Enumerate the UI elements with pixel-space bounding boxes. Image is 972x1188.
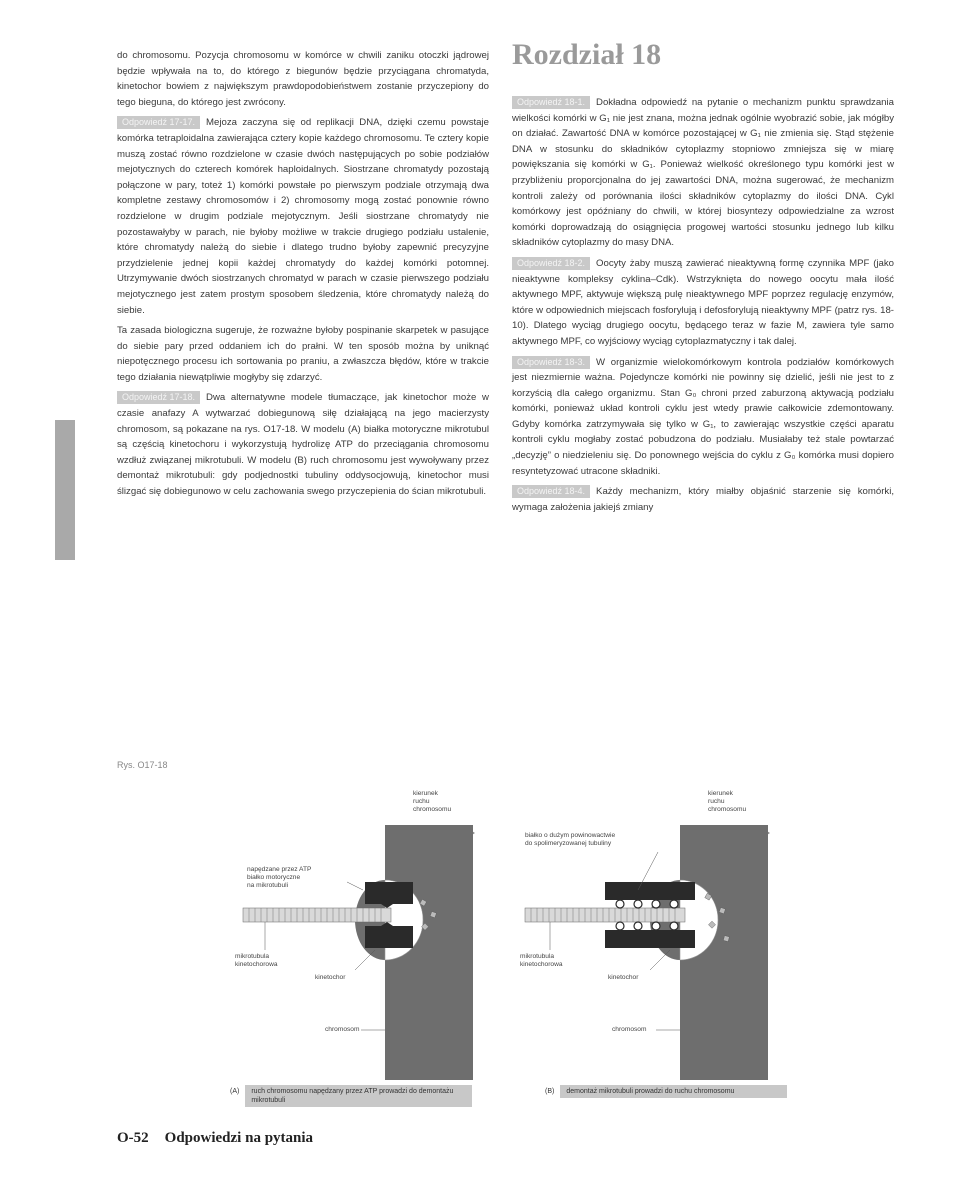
page-number: O-52 (117, 1130, 149, 1146)
caption-key: (B) (545, 1088, 555, 1095)
direction-label: kierunek ruchu chromosomu (413, 790, 452, 813)
answer-17-17 (117, 115, 489, 318)
answer-text: W organizmie wielokomórkowym kontrola podziałów komórkowych jest niezmiernie ważna. Pojedyncze komórki nie powinny się dzielić, jeśli nie jest to z korzyścią dla całego organizmu. Stan G₀ chroni przed zaburzoną aktywacją podziału komórki, ponieważ układ kontroli cyklu jest wtedy prawie całkowicie zdemontowany. Gdyby komórka zatrzymywała się tylko w G₁, to zawierając wszystkie części aparatu kontroli cyklu mogłaby zostać pobudzona do podziału. Musiałaby też stale powtarzać „decyzję” o niedzieleniu się. Do ponownego wejścia do cyklu z G₀ komórka musi dopiero resyntetyzować utracone składniki. (512, 356, 894, 477)
left-column (117, 48, 489, 505)
answer-text: Każdy mechanizm, który miałby objaśnić starzenie się komórki, wymaga założenia jakiejś zmiany (512, 486, 894, 513)
answer-text: Mejoza zaczyna się od replikacji DNA, dzięki czemu powstaje komórka tetraploidalna zawierająca cztery kopie każdego chromosomu. Te cztery kopie muszą zostać równo rozdzielone w czasie dwóch następujących po sobie podziałów mejotycznych do czterech komórek haploidalnych. Siostrzane chromatydy pozostają połączone w pary, toteż 1) komórki powstałe po pierwszym podziale otrzymają dwa kompletne zestawy chromosomów i 2) chromosomy mogą zostać ponownie równo rozdzielone w drugim podziale mejotycznym. Jeśli siostrzane chromatydy nie pozostawałyby w parach, nie byłoby możliwe w trakcie drugiego podziału ustalenie, które chromatydy należą do siebie i dlatego trudno byłoby zapewnić precyzyjne przydzielenie jednej kopii każdej chromatydy do każdej komórki potomnej. Utrzymywanie dwóch siostrzanych chromatyd w parach w czasie pierwszego podziału mejotycznego jest zatem prostym sposobem śledzenia, które chromatydy należą do siebie. (117, 117, 489, 316)
answer-badge: Odpowiedź 18-1. (512, 96, 590, 109)
kinetochore-label: kinetochor (608, 974, 639, 981)
figure-panel-b (520, 790, 770, 1090)
answer-badge: Odpowiedź 18-2. (512, 257, 590, 270)
caption-b (545, 1085, 787, 1098)
answer-18-4 (512, 484, 894, 515)
direction-label: kierunek ruchu chromosomu (708, 790, 747, 813)
caption-key: (A) (230, 1088, 240, 1095)
chromosome-label: chromosom (612, 1026, 647, 1033)
binding-protein-bottom (605, 930, 695, 948)
figure-panel-a (235, 790, 475, 1090)
answer-18-1 (512, 95, 894, 251)
motor-protein-label: napędzane przez ATP białko motoryczne na mikrotubuli (247, 866, 312, 889)
answer-badge: Odpowiedź 18-4. (512, 485, 590, 498)
microtubule-label: mikrotubula kinetochorowa (520, 953, 563, 968)
page-footer (117, 1130, 313, 1147)
answer-text: Dokładna odpowiedź na pytanie o mechanizm punktu sprawdzania wielkości komórki w G₁ nie jest znana, można jednak ogólnie wyobrazić sobie, jak mógłby on działać. Zawartość DNA w komórce pozostającej w G₁ nie zmienia się. Stąd stężenie DNA w stosunku do składników cytoplazmy stopniowo zmniejsza się w miarę powiększania się komórki w G₁. Ponieważ wielkość określonego typu komórki jest w przybliżeniu proporcjonalna do jej zawartości DNA, można sugerować, że mechanizm kontroli zależy od porównania ilości składników cytoplazmy do ilości DNA. Cykl komórkowy jest opóźniany do chwili, w której biosyntezy odpowiedzialne za wzrost komórki doprowadzają do osiągnięcia progowej wartości stosunku jednego lub kilku składników cytoplazmy do masy DNA. (512, 97, 894, 249)
answer-badge: Odpowiedź 17-18. (117, 391, 200, 404)
microtubule-label: mikrotubula kinetochorowa (235, 953, 278, 968)
side-thumb-tab (55, 420, 75, 560)
motor-protein-top (365, 882, 413, 904)
answer-18-3 (512, 355, 894, 480)
answer-18-2 (512, 256, 894, 350)
binding-protein-label: białko o dużym powinowactwie do spolimeryzowanej tubuliny (525, 832, 616, 847)
section-title: Odpowiedzi na pytania (164, 1130, 314, 1146)
motor-protein-bottom (365, 926, 413, 948)
caption-text: demontaż mikrotubuli prowadzi do ruchu chromosomu (560, 1085, 787, 1098)
answer-badge: Odpowiedź 17-17. (117, 116, 200, 129)
chromosome-label: chromosom (325, 1026, 360, 1033)
binding-protein-top (605, 882, 695, 900)
caption-a (230, 1085, 472, 1107)
panel-a-diagram (235, 790, 475, 1080)
intro-paragraph: do chromosomu. Pozycja chromosomu w komórce w chwili zaniku otoczki jądrowej będzie wpływała na to, do którego z biegunów będzie przyciągana chromatyda, kinetochor bowiem z największym prawdopodobieństwem zostanie przyczepiony do tego bieguna, do którego jest zwrócony. (117, 50, 489, 108)
figure-label: Rys. O17-18 (117, 760, 168, 770)
answer-17-17-continued: Ta zasada biologiczna sugeruje, że rozważne byłoby pospinanie skarpetek w pasujące do siebie pary przed oddaniem ich do prałni. W ten sposób można by uniknąć niepotęcznego procesu ich sortowania po praniu, a zwłaszcza błędów, które w trakcie tego działania niewątpliwie mogłyby się zdarzyć. (117, 325, 489, 383)
answer-17-18 (117, 390, 489, 499)
answer-text: Dwa alternatywne modele tłumaczące, jak kinetochor może w czasie anafazy A wytwarzać dobiegunową siłę działającą na jego macierzysty chromosom, są pokazane na rys. O17-18. W modelu (A) białka motoryczne mikrotubul są częścią kinetochoru i wykorzystują hydrolizę ATP do przeciągania chromosomu wzdłuż związanej mikrotubuli. W modelu (B) ruch chromosomu jest wywoływany przez demontaż mikrotubuli: gdy podjednostki tubuliny oddysocjowują, kinetochor musi ślizgać się dobiegunowo w celu zachowania swego przyczepienia do ścian mikrotubuli. (117, 392, 489, 498)
right-column (512, 95, 894, 520)
answer-text: Oocyty żaby muszą zawierać nieaktywną formę czynnika MPF (jako nieaktywne kompleksy cyklina–Cdk). Wstrzyknięta do nowego oocytu mała ilość aktywnego MPF, aktywuje większą pulę nieaktywnego MPF poprzez regulację enzymów, które w odpowiednich miejscach fosforylują i defosforylują nieaktywny MPF (patrz rys. 18-10). Dlatego wyciąg drugiego oocytu, będącego teraz w fazie M, zawiera tyle samo aktywnego MPF, co wyjściowy wyciąg cytoplazmatyczny i tak dalej. (512, 257, 894, 347)
answer-badge: Odpowiedź 18-3. (512, 356, 590, 369)
kinetochore-label: kinetochor (315, 974, 346, 981)
chapter-title: Rozdział 18 (512, 38, 662, 71)
caption-text: ruch chromosomu napędzany przez ATP prowadzi do demontażu mikrotubuli (245, 1085, 472, 1107)
